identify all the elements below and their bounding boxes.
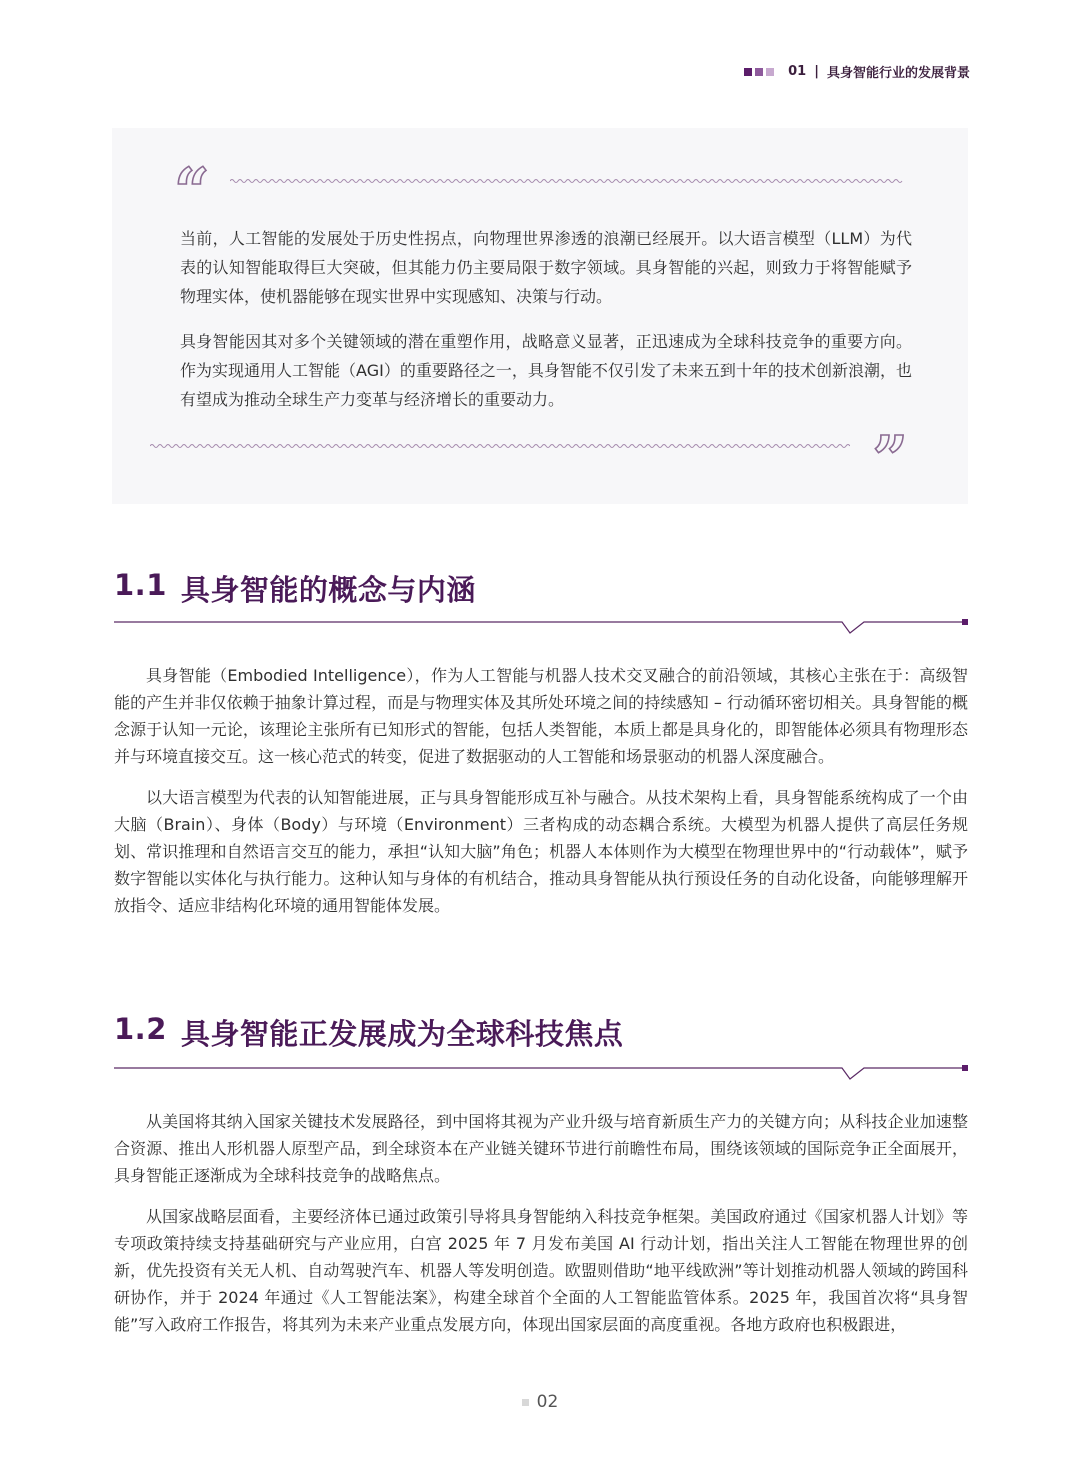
quote-paragraph: 具身智能因其对多个关键领域的潜在重塑作用，战略意义显著，正迅速成为全球科技竞争的重要方向。作为实现通用人工智能（AGI）的重要路径之一，具身智能不仅引发了未来五到十年的技术创新浪潮，也有望成为推动全球生产力变革与经济增长的重要动力。 xyxy=(180,332,912,409)
section-1-2-body xyxy=(114,1108,968,1352)
section-title xyxy=(114,1012,970,1053)
page-footer xyxy=(0,1392,1080,1412)
header-separator: | xyxy=(814,64,819,79)
square-dark-icon xyxy=(744,68,752,76)
body-paragraph: 从国家战略层面看，主要经济体已通过政策引导将具身智能纳入科技竞争框架。美国政府通过《国家机器人计划》等专项政策持续支持基础研究与产业应用，白宫 2025 年 7 月发布美国 AI 行动计划，指出关注人工智能在物理世界的创新，优先投资有关无人机、自动驾驶汽车、机器人等发明创造。欧盟则借助“地平线欧洲”等计划推动机器人领域的跨国科研协作，并于 2024 年通过《人工智能法案》，构建全球首个全面的人工智能监管体系。2025 年，我国首次将“具身智能”写入政府工作报告，将其列为未来产业重点发展方向，体现出国家层面的高度重视。各地方政府也积极跟进， xyxy=(114,1207,968,1334)
chapter-title: 具身智能行业的发展背景 xyxy=(826,66,970,81)
section-title xyxy=(114,568,970,609)
section-number: 1.1 xyxy=(114,568,167,602)
body-paragraph: 从美国将其纳入国家关键技术发展路径，到中国将其视为产业升级与培育新质生产力的关键方向；从科技企业加速整合资源、推出人形机器人原型产品，到全球资本在产业链关键环节进行前瞻性布局，围绕该领域的国际竞争正全面展开，具身智能正逐渐成为全球科技竞争的战略焦点。 xyxy=(114,1112,968,1185)
square-mid-icon xyxy=(755,68,763,76)
page-number: 02 xyxy=(536,1392,559,1412)
square-light-icon xyxy=(766,68,774,76)
intro-quote-box xyxy=(112,128,968,504)
open-quote-icon: “ xyxy=(174,154,210,227)
header-squares-decoration xyxy=(744,68,774,76)
section-1-2-heading xyxy=(114,1012,970,1053)
section-title-text: 具身智能的概念与内涵 xyxy=(180,573,476,607)
wavy-divider-bottom xyxy=(150,443,850,449)
wavy-divider-top xyxy=(230,178,904,184)
quote-text xyxy=(180,224,912,430)
section-underline-callout xyxy=(114,1062,970,1082)
section-number: 1.2 xyxy=(114,1012,167,1046)
section-1-1-body xyxy=(114,662,968,933)
running-header xyxy=(744,62,970,81)
quote-paragraph: 当前，人工智能的发展处于历史性拐点，向物理世界渗透的浪潮已经展开。以大语言模型（LLM）为代表的认知智能取得巨大突破，但其能力仍主要局限于数字领域。具身智能的兴起，则致力于将智能赋予物理实体，使机器能够在现实世界中实现感知、决策与行动。 xyxy=(180,229,912,306)
section-underline-callout xyxy=(114,616,970,636)
body-paragraph: 具身智能（Embodied Intelligence），作为人工智能与机器人技术交叉融合的前沿领域，其核心主张在于：高级智能的产生并非仅依赖于抽象计算过程，而是与物理实体及其所处环境之间的持续感知 – 行动循环密切相关。具身智能的概念源于认知一元论，该理论主张所有已知形式的智能，包括人类智能，本质上都是具身化的，即智能体必须具有物理形态并与环境直接交互。这一核心范式的转变，促进了数据驱动的人工智能和场景驱动的机器人深度融合。 xyxy=(114,666,968,766)
section-title-text: 具身智能正发展成为全球科技焦点 xyxy=(180,1017,624,1051)
section-1-1-heading xyxy=(114,568,970,609)
page-number-square-icon xyxy=(522,1399,529,1406)
close-quote-icon: ” xyxy=(872,422,908,495)
chapter-number: 01 xyxy=(788,64,807,79)
body-paragraph: 以大语言模型为代表的认知智能进展，正与具身智能形成互补与融合。从技术架构上看，具身智能系统构成了一个由大脑（Brain）、身体（Body）与环境（Environment）三者构成的动态耦合系统。大模型为机器人提供了高层任务规划、常识推理和自然语言交互的能力，承担“认知大脑”角色；机器人本体则作为大模型在物理世界中的“行动载体”，赋予数字智能以实体化与执行能力。这种认知与身体的有机结合，推动具身智能从执行预设任务的自动化设备，向能够理解开放指令、适应非结构化环境的通用智能体发展。 xyxy=(114,788,968,915)
